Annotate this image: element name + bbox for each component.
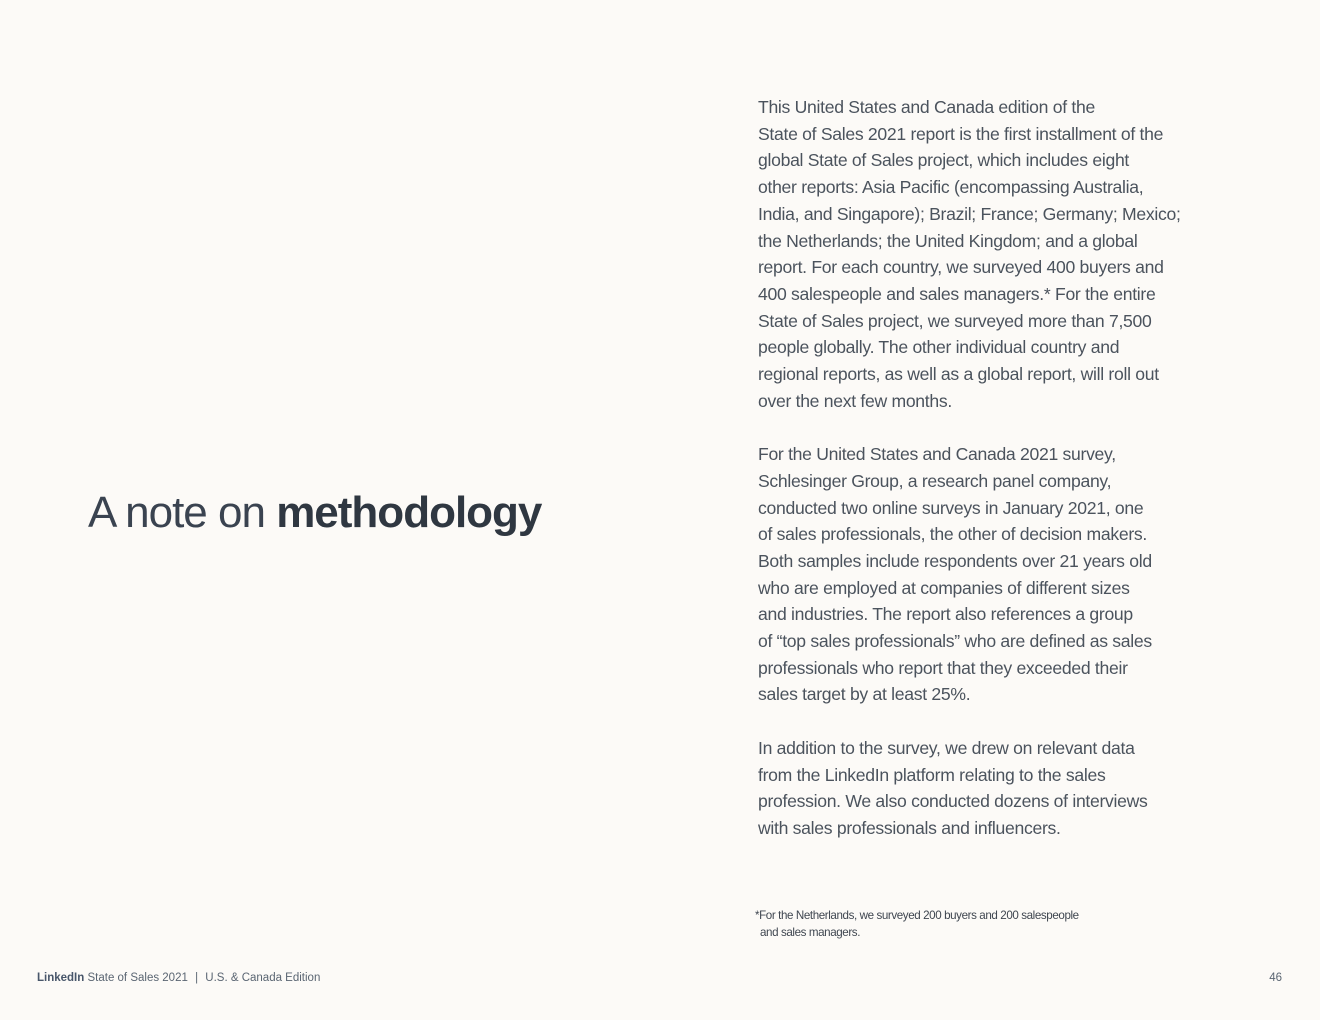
text-line: the Netherlands; the United Kingdom; and a global	[758, 230, 1138, 251]
text-line: profession. We also conducted dozens of interviews	[758, 791, 1148, 812]
text-line: who are employed at companies of different sizes	[758, 577, 1130, 598]
text-line: over the next few months.	[758, 390, 952, 411]
text-line: For the United States and Canada 2021 survey,	[758, 444, 1116, 465]
text-line: 400 salespeople and sales managers.* For the entire	[758, 283, 1156, 304]
footer-separator: |	[195, 972, 199, 984]
text-line: Schlesinger Group, a research panel company,	[758, 470, 1112, 491]
text-line: professionals who report that they exceeded their	[758, 657, 1128, 678]
footer-title: State of Sales 2021	[87, 972, 188, 984]
heading-light: A note on	[88, 488, 265, 537]
footer-report-title	[37, 970, 320, 986]
paragraph-1	[758, 94, 1210, 414]
footnote	[755, 908, 1155, 941]
text-line: This United States and Canada edition of the	[758, 97, 1095, 117]
paragraph-3	[758, 735, 1210, 842]
text-line: of “top sales professionals” who are defined as sales	[758, 631, 1152, 652]
text-line: with sales professionals and influencers.	[758, 817, 1061, 838]
text-line: global State of Sales project, which includes eight	[758, 150, 1130, 171]
text-line: Both samples include respondents over 21 years old	[758, 550, 1152, 571]
text-line: State of Sales project, we surveyed more than 7,500	[758, 310, 1152, 331]
text-line: India, and Singapore); Brazil; France; Germany; Mexico;	[758, 203, 1181, 224]
text-line: and industries. The report also references a group	[758, 604, 1133, 625]
methodology-body	[758, 94, 1210, 868]
text-line: conducted two online surveys in January 2021, one	[758, 497, 1144, 518]
text-line: In addition to the survey, we drew on relevant data	[758, 737, 1135, 758]
text-line: report. For each country, we surveyed 400 buyers and	[758, 257, 1164, 278]
text-line: from the LinkedIn platform relating to the sales	[758, 764, 1106, 785]
footnote-line: and sales managers.	[760, 925, 861, 939]
footer-brand: LinkedIn	[37, 972, 85, 984]
page-number: 46	[1269, 972, 1282, 984]
paragraph-2	[758, 441, 1210, 708]
text-line: people globally. The other individual country and	[758, 337, 1120, 358]
text-line: State of Sales 2021 report is the first installment of the	[758, 123, 1164, 144]
text-line: sales target by at least 25%.	[758, 684, 971, 705]
text-line: regional reports, as well as a global report, will roll out	[758, 364, 1159, 385]
text-line: of sales professionals, the other of decision makers.	[758, 524, 1147, 545]
footer-edition: U.S. & Canada Edition	[205, 972, 321, 984]
text-line: other reports: Asia Pacific (encompassing Australia,	[758, 177, 1144, 198]
page-heading	[88, 486, 541, 540]
footnote-line: *For the Netherlands, we surveyed 200 buyers and 200 salespeople	[755, 909, 1079, 922]
heading-bold: methodology	[276, 488, 542, 537]
